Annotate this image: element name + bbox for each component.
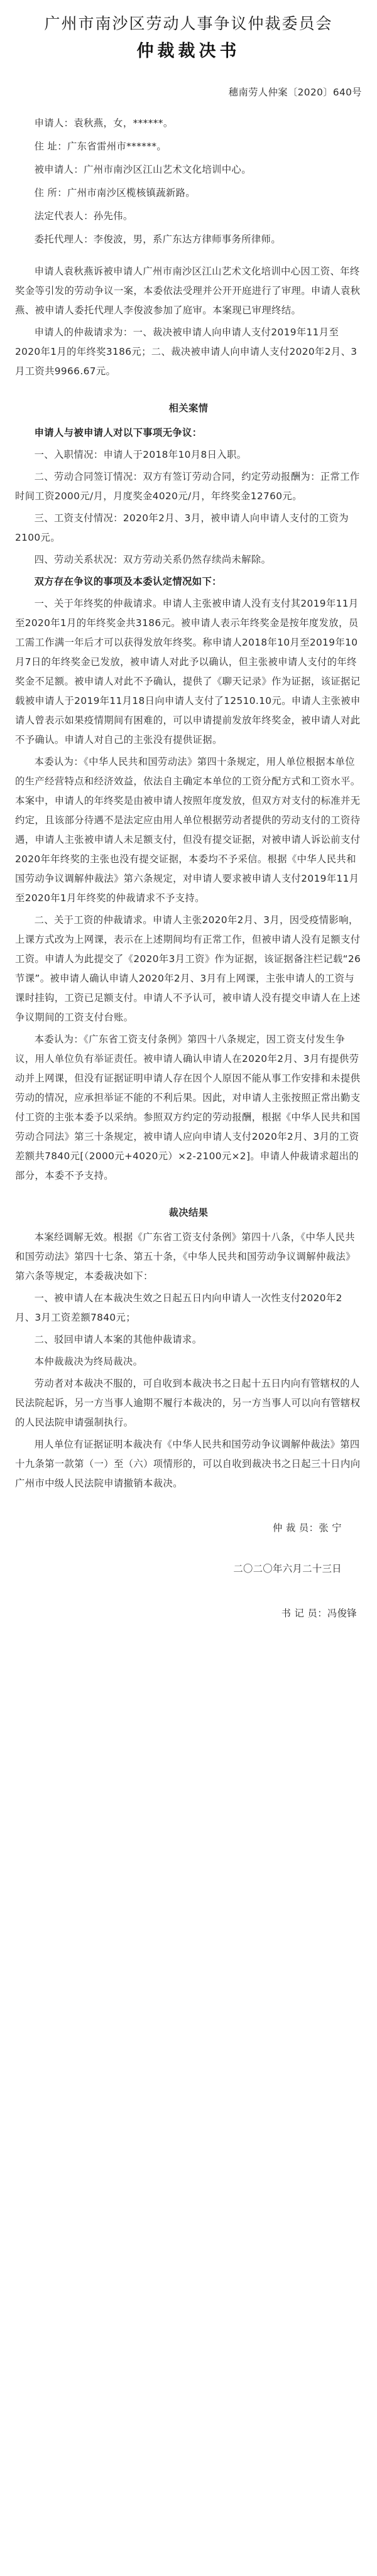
party-respondent-address: 住 所：广州市南沙区榄核镇蔬新路。 xyxy=(34,187,196,198)
ruling-item: 一、被申请人在本裁决生效之日起五日内向申请人一次性支付2020年2月、3月工资差额7840元； xyxy=(15,1292,342,1323)
spacer xyxy=(15,253,362,262)
revocation-paragraph: 用人单位有证据证明本裁决有《中华人民共和国劳动争议调解仲裁法》第四十九条第一款第（一）至（六）项情形的，可以自收到裁决书之日起三十日内向广州市中级人民法院申请撤销本裁决。 xyxy=(15,1439,361,1489)
ruling-date: 二〇二〇年六月二十三日 xyxy=(233,1563,342,1574)
party-applicant: 申请人：袁秋燕，女，******。 xyxy=(34,117,173,129)
undisputed-item: 四、劳动关系状况：双方劳动关系仍然存续尚未解除。 xyxy=(34,554,271,565)
intro-paragraph: 申请人袁秋燕诉被申请人广州市南沙区江山艺术文化培训中心因工资、年终奖金等引发的劳动争议一案，本委依法受理并公开开庭进行了审理。申请人袁秋燕、被申请人委托代理人李俊波参加了庭审。本案现已审理终结。 xyxy=(15,266,361,316)
ruling-item: 二、驳回申请人本案的其他仲裁请求。 xyxy=(34,1334,202,1345)
party-legal-rep: 法定代表人：孙先伟。 xyxy=(34,210,133,222)
org-name: 广州市南沙区劳动人事争议仲裁委员会 xyxy=(44,14,333,33)
party-applicant-address: 住 址：广东省雷州市******。 xyxy=(34,141,167,152)
party-agent: 委托代理人：李俊波，男，系广东达方律师事务所律师。 xyxy=(34,234,281,245)
claims-paragraph: 申请人的仲裁请求为：一、裁决被申请人向申请人支付2019年11月至2020年1月的年终奖3186元；二、裁决被申请人向申请人支付2020年2月、3月工资共9966.67元。 xyxy=(15,327,358,377)
document-title: 仲裁裁决书 xyxy=(136,41,241,61)
facts-heading: 相关案情 xyxy=(168,403,209,414)
ruling-heading: 裁决结果 xyxy=(168,1207,209,1218)
disputed-paragraph: 本委认为：《广东省工资支付条例》第四十八条规定，因工资支付发生争议，用人单位负有举证责任。被申请人确认申请人在2020年2月、3月有提供劳动并上网课，但没有证据证明申请人存在因个人原因不能从事工作安排和未提供劳动的情况，应承担举证不能的不利后果。因此，对申请人主张按照正常出勤支付工资的主张本委予以采纳。参照双方约定的劳动报酬，根据《中华人民共和国劳动合同法》第三十条规定，被申请人应向申请人支付2020年2月、3月的工资差额共7840元[（2000元+4020元）×2-2100元×2]。申请人仲裁请求超出的部分，本委不予支持。 xyxy=(15,1034,361,1181)
disputed-paragraph: 一、关于年终奖的仲裁请求。申请人主张被申请人没有支付其2019年11月至2020年1月的年终奖金共3186元。被申请人表示年终奖金是按年度发放，员工需工作满一年后才可以获得发放年终奖。称申请人2018年10月至2019年10月7日的年终奖金已发放，被申请人对此予以确认，但主张被申请人支付的年终奖金不足额。被申请人对此不予确认，提供了《聊天记录》作为证据，该证据记载被申请人于2019年11月18日向申请人支付了12510.10元。申请人主张被申请人曾表示如果疫情期间有困难的，可以申请提前发放年终奖金，被申请人对此不予确认。申请人对自己的主张没有提供证据。 xyxy=(15,598,361,745)
case-number: 穗南劳人仲案〔2020〕640号 xyxy=(228,87,362,98)
clerk-signature: 书 记 员：冯俊锋 xyxy=(281,1608,357,1619)
undisputed-item: 一、入职情况：申请人于2018年10月8日入职。 xyxy=(34,449,247,460)
undisputed-item: 二、劳动合同签订情况：双方有签订劳动合同，约定劳动报酬为：正常工作时间工资2000元/月，月度奖金4020元/月，年终奖金12760元。 xyxy=(15,471,360,502)
spacer xyxy=(15,105,362,114)
disputed-paragraph: 本委认为：《中华人民共和国劳动法》第四十条规定，用人单位根据本单位的生产经营特点和经济效益，依法自主确定本单位的工资分配方式和工资水平。本案中，申请人的年终奖是由被申请人按照年度发放，但双方对支付的标准并无约定，且该部分待遇不是法定应由用人单位根据劳动者提供的劳动支付的工资待遇，申请人主张被申请人未足额支付，但没有提交证据，对被申请人诉讼前支付2020年年终奖的主张也没有提交证据，本委均不予采信。根据《中华人民共和国劳动争议调解仲裁法》第六条规定，对申请人要求被申请人支付2019年11月至2020年1月年终奖的仲裁请求不予支持。 xyxy=(15,756,361,904)
disputed-heading: 双方存在争议的事项及本委认定情况如下： xyxy=(34,576,222,587)
appeal-paragraph: 劳动者对本裁决不服的，可自收到本裁决书之日起十五日内向有管辖权的人民法院起诉，另一方当事人逾期不履行本裁决的，另一方当事人可以向有管辖权的人民法院申请强制执行。 xyxy=(15,1378,361,1428)
ruling-final-note: 本仲裁裁决为终局裁决。 xyxy=(34,1356,143,1367)
ruling-basis: 本案经调解无效。根据《广东省工资支付条例》第四十八条，《中华人民共和国劳动法》第四十七条、第五十条，《中华人民共和国劳动争议调解仲裁法》第六条等规定，本委裁决如下： xyxy=(15,1231,356,1282)
undisputed-item: 三、工资支付情况：2020年2月、3月，被申请人向申请人支付的工资为2100元。 xyxy=(15,512,349,543)
undisputed-heading: 申请人与被申请人对以下事项无争议： xyxy=(34,427,202,438)
arbitrator-signature: 仲 裁 员：张 宁 xyxy=(273,1522,342,1534)
parties-block xyxy=(15,114,362,249)
disputed-paragraph: 二、关于工资的仲裁请求。申请人主张2020年2月、3月，因受疫情影响，上课方式改为上网课，表示在上述期间均有正常工作，但被申请人没有足额支付工资。申请人为此提交了《2020年3月工资》作为证据，该证据备注栏记载“26节课”。被申请人确认申请人2020年2月、3月有上网课，主张申请人的工资与课时挂钩，工资已足额支付。申请人不予认可，被申请人没有提交申请人在上述争议期间的工资支付台账。 xyxy=(15,914,361,1023)
party-respondent: 被申请人：广州市南沙区江山艺术文化培训中心。 xyxy=(34,164,251,175)
